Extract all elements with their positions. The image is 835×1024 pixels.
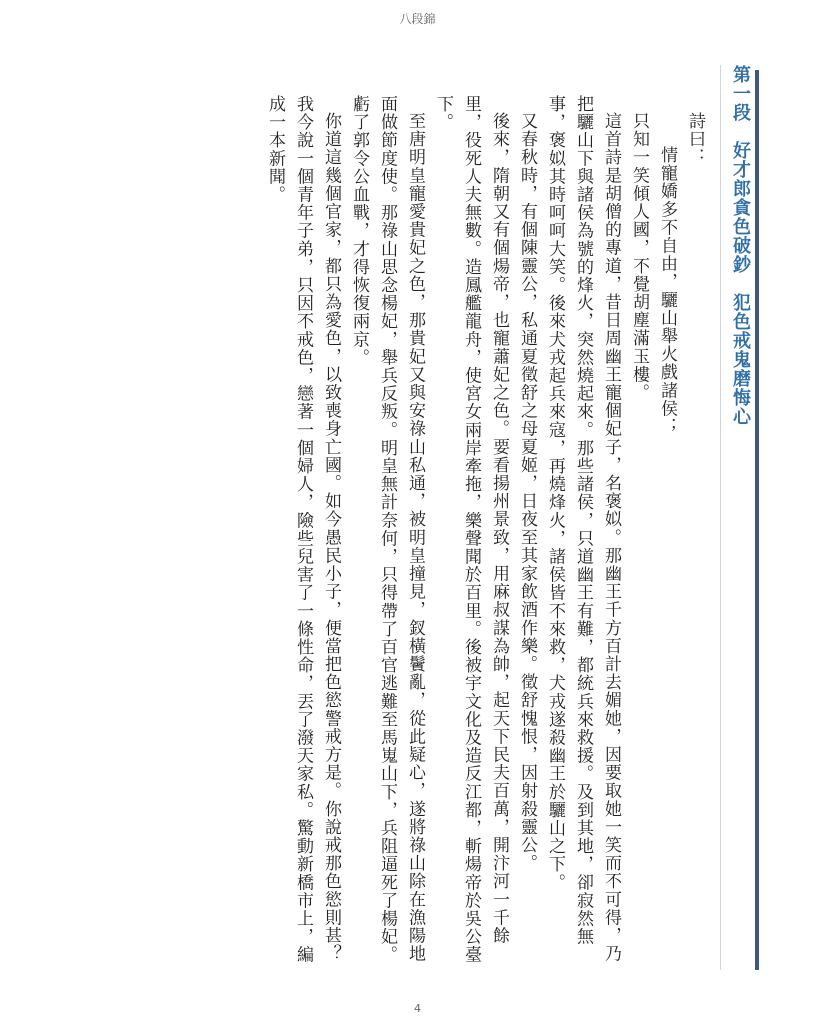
paragraph-1: 這首詩是胡僧的專道，昔日周幽王寵個妃子，名褒姒。那幽王千方百計去媚她，因要取她一笑而不可得，乃把驪山下與諸侯為號的烽火，突然燒起來。那些諸侯，只道幽王有難，都統兵來救援。及到其地，卻寂然無事，褒姒其時呵呵大笑。後來犬戎起兵來寇，再燒烽火，諸侯皆不來救，犬戎遂殺幽王於驪山之下。 — [545, 95, 621, 963]
paragraph-4: 至唐明皇寵愛貴妃之色，那貴妃又與安祿山私通，被明皇撞見，釵橫鬢亂，從此疑心，遂將祿山除在漁陽地面做節度使。那祿山思念楊妃，舉兵反叛。明皇無計奈何，只得帶了百官逃難至馬嵬山下，兵阻逼死了楊妃。虧了郭令公血戰，才得恢復兩京。 — [349, 95, 425, 964]
paragraph-3: 後來，隋朝又有個煬帝，也寵蕭妃之色。要看揚州景致，用麻叔謀為帥，起天下民夫百萬，開汴河一千餘里，役死人夫無數。造鳳艦龍舟，使宮女兩岸牽拖，樂聲聞於百里。後被宇文化及造反江都，斬煬帝於吳公臺下。 — [433, 95, 509, 964]
title-divider — [720, 65, 721, 970]
paragraph-2: 又春秋時，有個陳靈公，私通夏徵舒之母夏姬，日夜至其家飲酒作樂。徵舒愧恨，因射殺靈公。 — [517, 112, 537, 873]
poem-intro: 詩曰： — [685, 112, 705, 167]
running-header: 八段錦 — [399, 12, 436, 26]
poem-line-1: 情寵嬌多不自由，驪山舉火戲諸侯； — [657, 146, 677, 436]
chapter-title-bar — [755, 70, 759, 970]
paragraph-5: 你道這幾個官家，都只為愛色，以致喪身亡國。如今愚民小子，便當把色慾警戒方是。你說戒那色慾則甚？我今說一個青年子弟，只因不戒色，戀著一個婦人，險些兒害了一條性命，丟了潑天家私。驚動新橋市上，編成一本新聞。 — [265, 95, 341, 964]
page-number: 4 — [414, 1002, 421, 1015]
page-content — [135, 65, 767, 975]
chapter-text — [135, 95, 709, 965]
poem-line-2: 只知一笑傾人國，不覺胡塵滿玉樓。 — [629, 112, 649, 402]
chapter-title: 第一段 好才郎貪色破鈔 犯色戒鬼磨悔心 — [730, 65, 751, 426]
